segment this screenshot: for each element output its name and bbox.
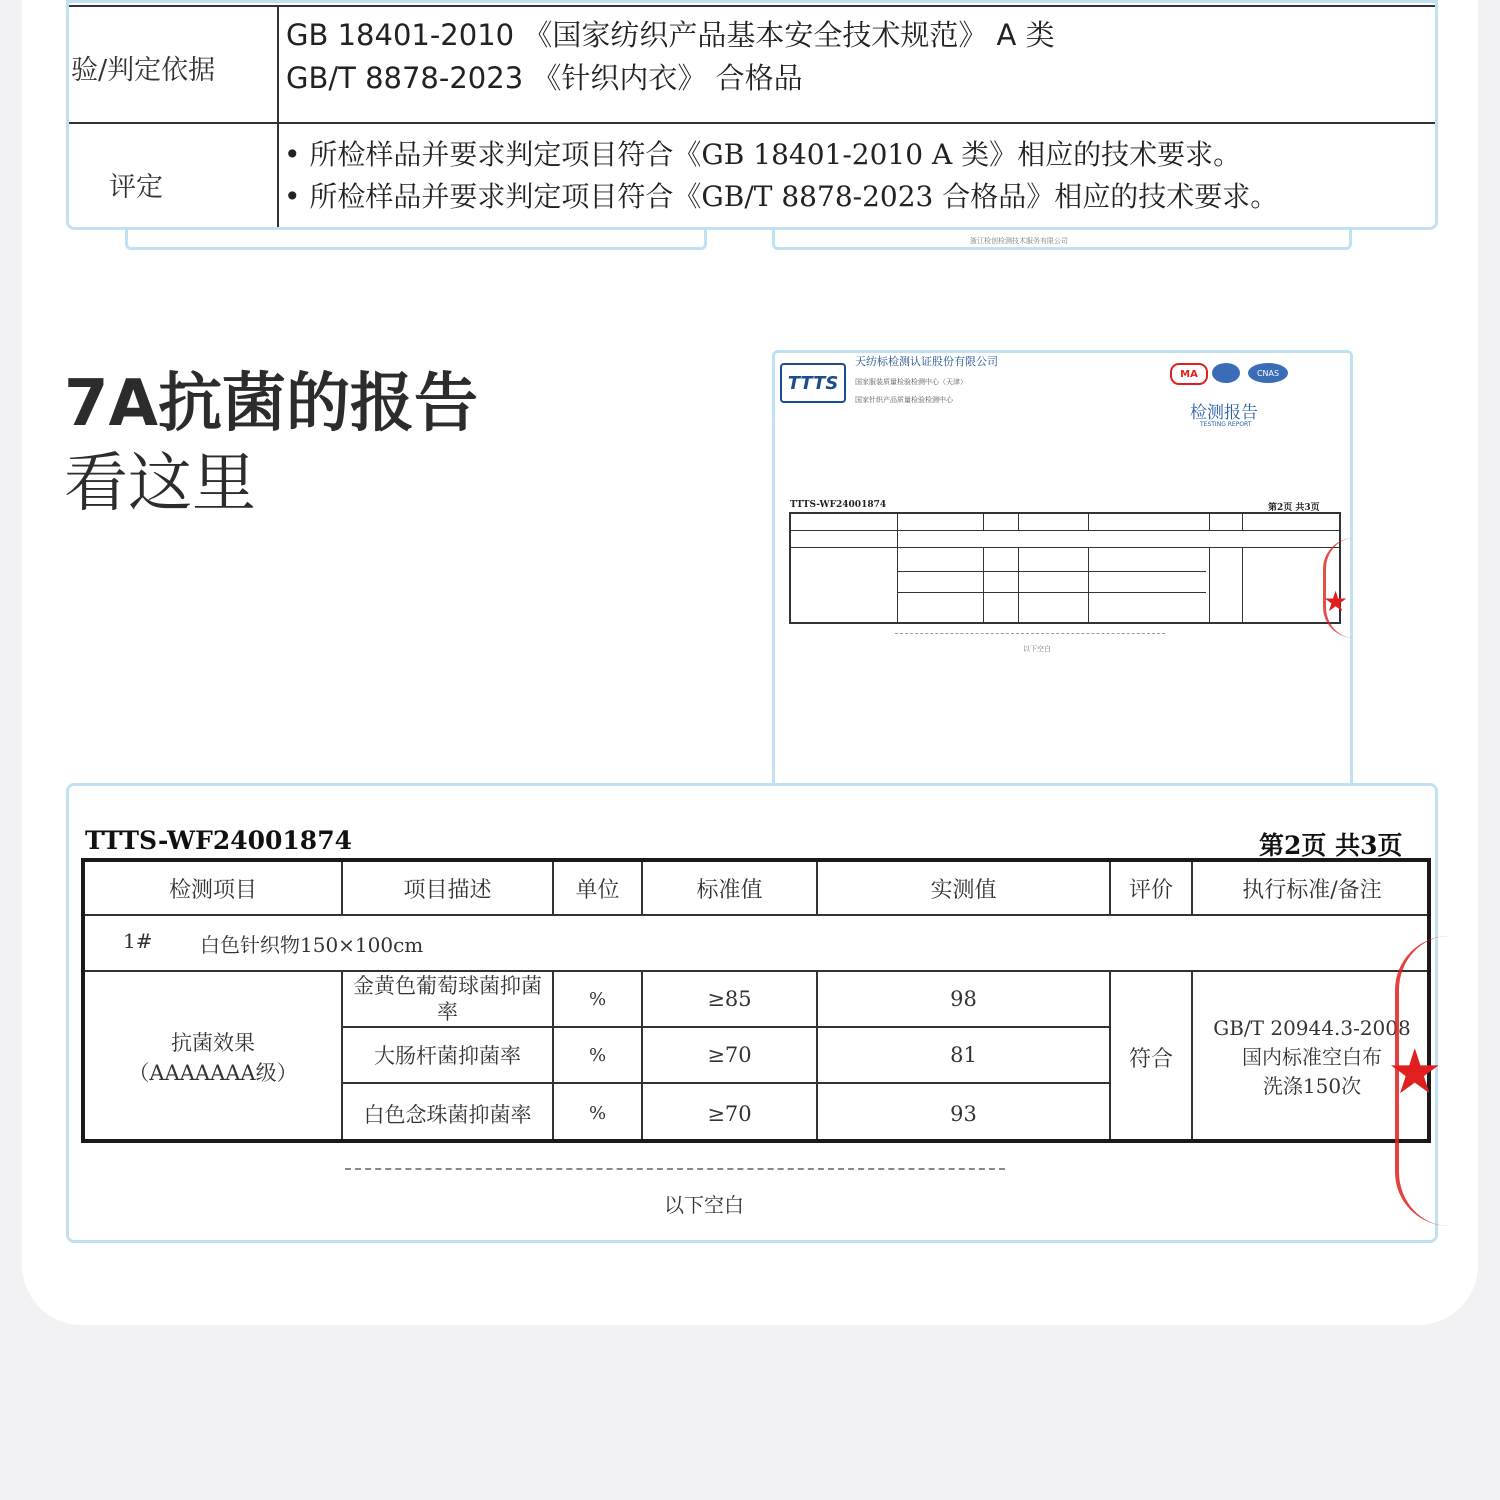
header-standard-value: 标准值	[696, 877, 763, 903]
row-2-standard: ≥70	[707, 1043, 752, 1067]
standard-note-line-3: 洗涤150次	[1262, 1074, 1362, 1098]
section-subtitle: 看这里	[64, 447, 256, 521]
thumb-page-info: 第2页 共3页	[1268, 503, 1320, 513]
basis-label: 验/判定依据	[71, 55, 216, 86]
header-standard-note: 执行标准/备注	[1242, 877, 1382, 903]
row-2-description: 大肠杆菌抑菌率	[374, 1044, 521, 1068]
report-subtitle: TESTING REPORT	[1200, 421, 1252, 428]
report-title: 检测报告	[1190, 403, 1258, 423]
ilac-mark	[1212, 363, 1240, 383]
evaluation-result: 符合	[1128, 1047, 1173, 1072]
section-title: 7A抗菌的报告	[64, 367, 479, 441]
thumb-row-rule	[897, 571, 1206, 572]
behind-card-caption: 浙江检创检测技术服务有限公司	[970, 237, 1068, 245]
row-3-standard: ≥70	[707, 1101, 752, 1126]
row-3-value: 93	[950, 1101, 977, 1126]
report-number: TTTS-WF24001874	[85, 826, 352, 855]
group-label-line-1: 抗菌效果	[171, 1030, 255, 1055]
thumb-col-rule	[983, 547, 984, 622]
blank-note: 以下空白	[664, 1193, 744, 1217]
row-1-description: 金黄色葡萄球菌抑菌率	[353, 974, 542, 1024]
thumb-blank-note: 以下空白	[1023, 645, 1051, 653]
sample-number: 1#	[123, 929, 153, 953]
table-col-rule	[277, 5, 279, 227]
thumb-col-rule	[983, 514, 984, 530]
row-3-unit: %	[588, 1103, 607, 1124]
header-evaluation: 评价	[1128, 877, 1173, 903]
table-mid-rule	[69, 122, 1435, 124]
row-rule	[85, 914, 1427, 916]
standard-note-line-1: GB/T 20944.3-2008	[1213, 1016, 1411, 1040]
report-thumbnail	[772, 350, 1353, 790]
standard-note-line-2: 国内标准空白布	[1242, 1045, 1382, 1069]
thumb-table	[789, 512, 1341, 624]
evaluation-line-1: • 所检样品并要求判定项目符合《GB 18401-2010 A 类》相应的技术要求。	[284, 138, 1242, 171]
cnas-mark: CNAS	[1248, 363, 1288, 383]
evaluation-line-2: • 所检样品并要求判定项目符合《GB/T 8878-2023 合格品》相应的技术要求。	[284, 180, 1279, 213]
stamp-star: ★	[1387, 1035, 1443, 1108]
thumb-col-rule	[1209, 514, 1210, 530]
tts-logo-text: TTTS	[787, 372, 839, 394]
report-page-info: 第2页 共3页	[1259, 831, 1403, 860]
row-1-value: 98	[950, 987, 977, 1011]
tts-logo	[780, 363, 846, 403]
thumb-row-rule	[897, 592, 1206, 593]
table-top-rule	[69, 5, 1435, 7]
row-1-standard: ≥85	[707, 987, 752, 1011]
row-2-value: 81	[950, 1043, 977, 1067]
thumb-col-rule	[1088, 547, 1089, 622]
row-2-unit: %	[588, 1044, 607, 1066]
evaluation-label: 评定	[109, 172, 163, 203]
thumb-col-rule	[1242, 547, 1243, 622]
header-measured-value: 实测值	[930, 877, 997, 903]
group-label	[85, 972, 341, 1143]
blank-dashes	[345, 1168, 1005, 1170]
thumb-row-rule	[791, 530, 1339, 531]
group-label-line-2: （AAAAAAA级）	[128, 1060, 298, 1085]
thumb-report-no: TTTS-WF24001874	[790, 500, 887, 510]
row-1-unit: %	[588, 988, 607, 1010]
org-line-1: 国家服装质量检验检测中心（天津）	[855, 378, 967, 386]
org-line-2: 国家针织产品质量检验检测中心	[855, 396, 953, 404]
thumb-col-rule	[1088, 514, 1089, 530]
report-zoom	[66, 783, 1443, 1243]
thumb-col-rule	[897, 514, 898, 622]
row-3-description: 白色念珠菌抑菌率	[363, 1102, 532, 1127]
thumb-col-rule	[1209, 547, 1210, 622]
header-test-item: 检测项目	[168, 877, 257, 903]
cma-mark: MA	[1170, 363, 1208, 385]
basis-line-1: GB 18401-2010 《国家纺织产品基本安全技术规范》 A 类	[286, 18, 1055, 52]
thumb-row-rule	[791, 547, 1339, 548]
org-name: 天纺标检测认证股份有限公司	[855, 355, 998, 368]
header-description: 项目描述	[403, 877, 492, 903]
thumb-col-rule	[1242, 514, 1243, 530]
results-table	[81, 858, 1431, 1143]
sample-description: 白色针织物150×100cm	[200, 933, 424, 957]
top-standards-table	[66, 0, 1438, 230]
thumb-col-rule	[1018, 514, 1019, 530]
basis-line-2: GB/T 8878-2023 《针织内衣》 合格品	[286, 61, 803, 95]
header-unit: 单位	[575, 877, 620, 903]
thumb-stamp-star: ★	[1323, 585, 1349, 618]
thumb-dashes	[895, 633, 1165, 634]
thumb-col-rule	[1018, 547, 1019, 622]
